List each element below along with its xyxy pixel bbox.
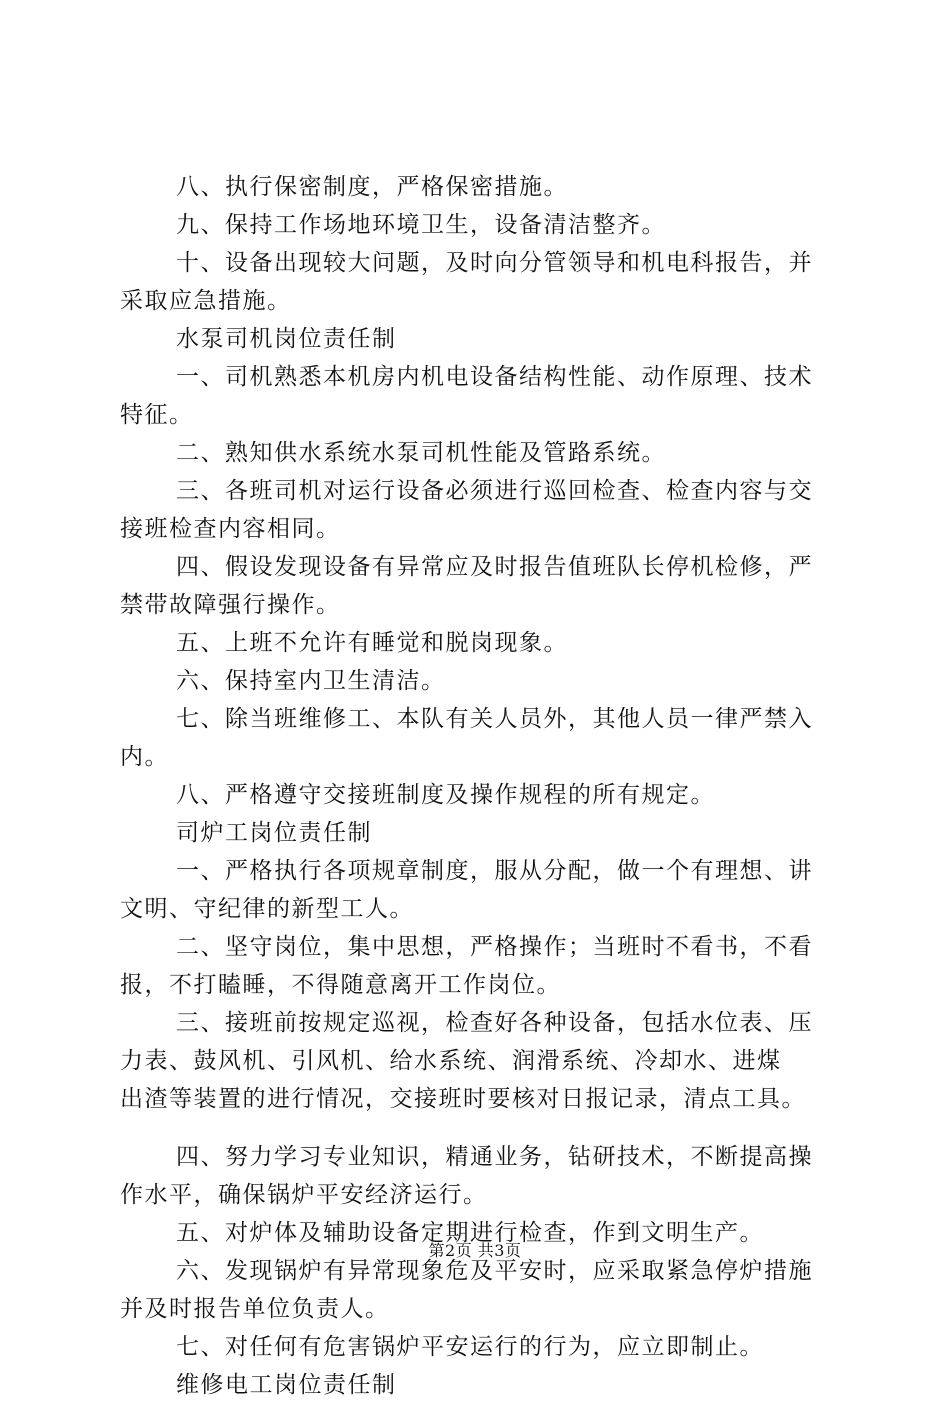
text-line: 一、司机熟悉本机房内机电设备结构性能、动作原理、技术 xyxy=(176,364,813,390)
text-line: 一、严格执行各项规章制度，服从分配，做一个有理想、讲 xyxy=(176,858,813,884)
text-line: 八、严格遵守交接班制度及操作规程的所有规定。 xyxy=(176,782,715,808)
text-line: 五、上班不允许有睡觉和脱岗现象。 xyxy=(176,630,568,656)
text-line: 七、对任何有危害锅炉平安运行的行为，应立即制止。 xyxy=(176,1334,764,1360)
text-line: 报，不打瞌睡，不得随意离开工作岗位。 xyxy=(120,972,561,998)
text-line: 并及时报告单位负责人。 xyxy=(120,1296,390,1322)
text-line: 八、执行保密制度，严格保密措施。 xyxy=(176,174,568,200)
text-line: 文明、守纪律的新型工人。 xyxy=(120,896,414,922)
text-line: 四、假设发现设备有异常应及时报告值班队长停机检修，严 xyxy=(176,554,813,580)
text-line: 维修电工岗位责任制 xyxy=(176,1372,397,1398)
text-line: 采取应急措施。 xyxy=(120,288,292,314)
text-line: 作水平，确保锅炉平安经济运行。 xyxy=(120,1182,488,1208)
document-body xyxy=(120,168,840,1404)
text-line: 七、除当班维修工、本队有关人员外，其他人员一律严禁入 xyxy=(176,706,813,732)
text-line: 水泵司机岗位责任制 xyxy=(176,326,397,352)
text-line: 四、努力学习专业知识，精通业务，钻研技术，不断提高操 xyxy=(176,1144,813,1170)
text-line: 三、接班前按规定巡视，检查好各种设备，包括水位表、压 xyxy=(176,1010,813,1036)
text-line: 九、保持工作场地环境卫生，设备清洁整齐。 xyxy=(176,212,666,238)
text-line: 六、发现锅炉有异常现象危及平安时，应采取紧急停炉措施 xyxy=(176,1258,813,1284)
text-line: 内。 xyxy=(120,744,169,770)
text-line: 禁带故障强行操作。 xyxy=(120,592,341,618)
text-line: 二、熟知供水系统水泵司机性能及管路系统。 xyxy=(176,440,666,466)
text-line: 力表、鼓风机、引风机、给水系统、润滑系统、冷却水、进煤 xyxy=(120,1048,782,1074)
text-line: 特征。 xyxy=(120,402,194,428)
text-line: 司炉工岗位责任制 xyxy=(176,820,372,846)
text-line: 十、设备出现较大问题，及时向分管领导和机电科报告，并 xyxy=(176,250,813,276)
page-footer: 第2页 共3页 xyxy=(428,1241,522,1260)
text-line: 三、各班司机对运行设备必须进行巡回检查、检查内容与交 xyxy=(176,478,813,504)
text-line: 接班检查内容相同。 xyxy=(120,516,341,542)
text-line: 二、坚守岗位，集中思想，严格操作；当班时不看书，不看 xyxy=(176,934,813,960)
text-line: 出渣等装置的进行情况，交接班时要核对日报记录，清点工具。 xyxy=(120,1086,806,1112)
text-line: 五、对炉体及辅助设备定期进行检查，作到文明生产。 xyxy=(176,1220,764,1246)
text-line: 六、保持室内卫生清洁。 xyxy=(176,668,446,694)
